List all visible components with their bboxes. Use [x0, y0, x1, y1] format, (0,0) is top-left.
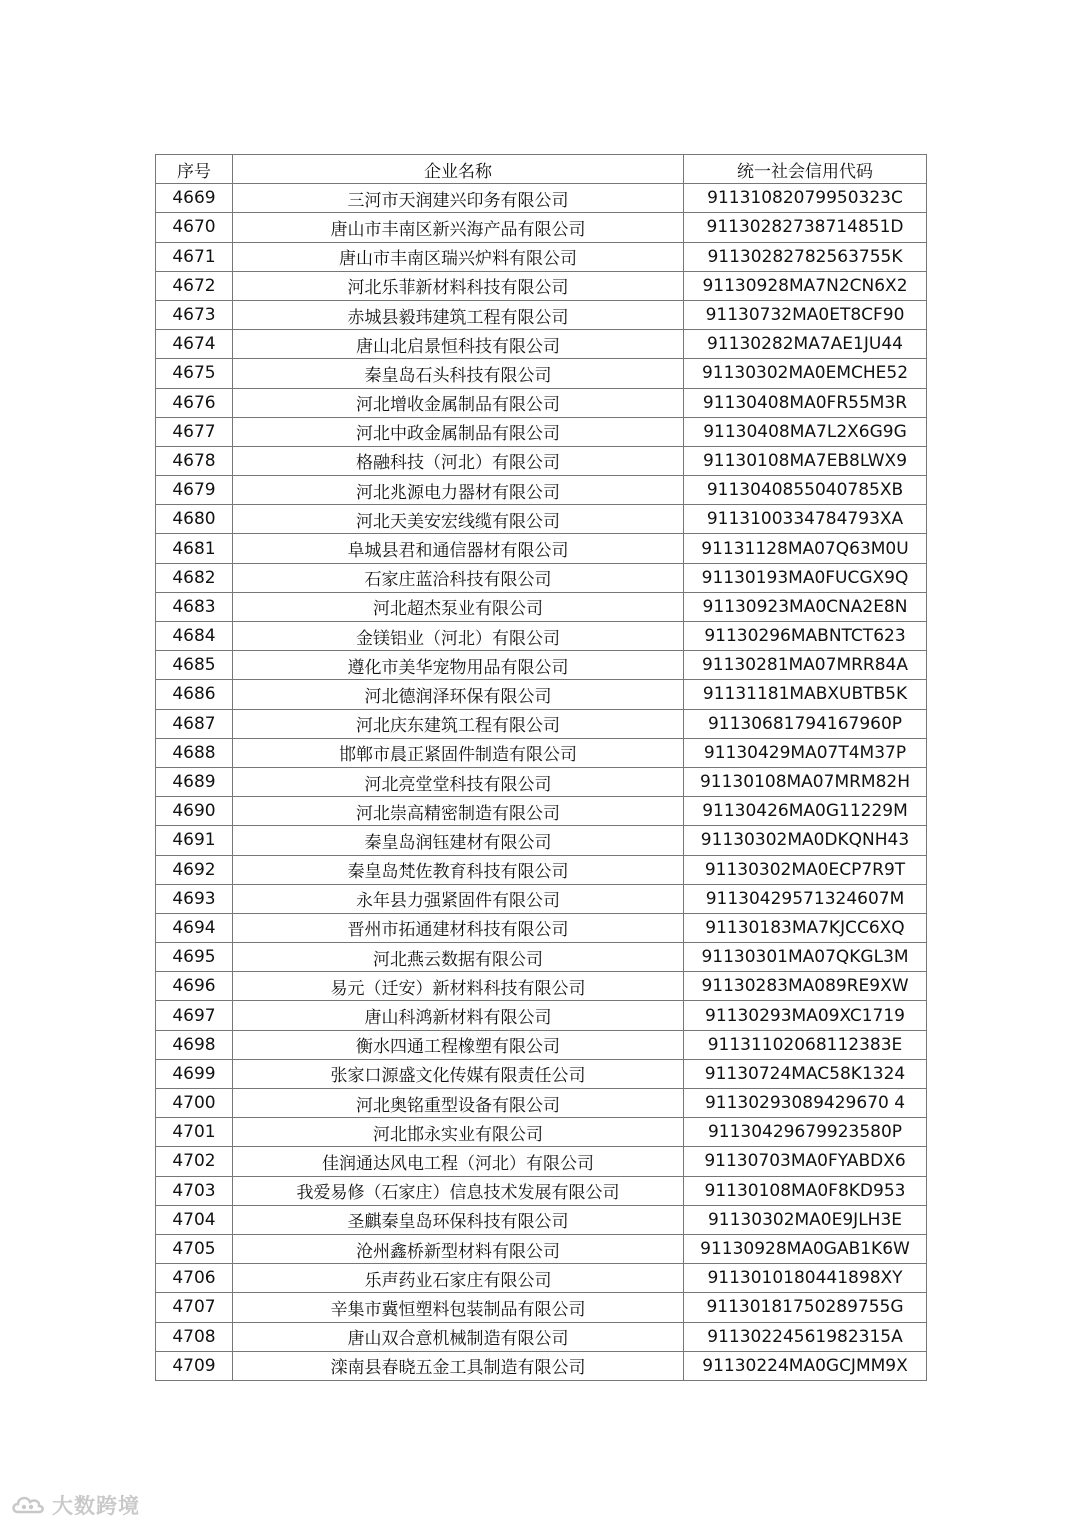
- cell-serial-number: 4669: [156, 184, 233, 213]
- cell-credit-code: 9113010180441898XY: [684, 1264, 927, 1293]
- table-row: [156, 213, 927, 242]
- cell-company-name: 金镁铝业（河北）有限公司: [233, 622, 684, 651]
- cell-credit-code: 91130408MA7L2X6G9G: [684, 417, 927, 446]
- cell-serial-number: 4693: [156, 884, 233, 913]
- table-row: [156, 651, 927, 680]
- table-row: [156, 1234, 927, 1263]
- cell-credit-code: 91131102068112383E: [684, 1030, 927, 1059]
- cell-credit-code: 91130302MA0DKQNH43: [684, 826, 927, 855]
- cell-company-name: 秦皇岛润钰建材有限公司: [233, 826, 684, 855]
- cell-credit-code: 91130296MABNTCT623: [684, 622, 927, 651]
- cell-serial-number: 4692: [156, 855, 233, 884]
- cell-credit-code: 9113040855040785XB: [684, 476, 927, 505]
- cell-serial-number: 4700: [156, 1089, 233, 1118]
- cell-serial-number: 4698: [156, 1030, 233, 1059]
- cell-company-name: 河北天美安宏线缆有限公司: [233, 505, 684, 534]
- table-row: [156, 1030, 927, 1059]
- table-row: [156, 184, 927, 213]
- cell-serial-number: 4671: [156, 242, 233, 271]
- cell-credit-code: 91130429MA07T4M37P: [684, 738, 927, 767]
- cell-serial-number: 4674: [156, 330, 233, 359]
- cell-company-name: 圣麒秦皇岛环保科技有限公司: [233, 1205, 684, 1234]
- table-row: [156, 1001, 927, 1030]
- table-body: [156, 184, 927, 1381]
- cell-company-name: 晋州市拓通建材科技有限公司: [233, 913, 684, 942]
- table-row: [156, 767, 927, 796]
- table-row: [156, 388, 927, 417]
- cell-company-name: 唐山科鸿新材料有限公司: [233, 1001, 684, 1030]
- table-row: [156, 534, 927, 563]
- cell-serial-number: 4682: [156, 563, 233, 592]
- cell-serial-number: 4673: [156, 300, 233, 329]
- cell-company-name: 河北燕云数据有限公司: [233, 943, 684, 972]
- cloud-logo-icon: [10, 1492, 46, 1518]
- enterprise-table: [155, 154, 927, 1381]
- cell-serial-number: 4708: [156, 1322, 233, 1351]
- cell-credit-code: 91130408MA0FR55M3R: [684, 388, 927, 417]
- cell-serial-number: 4707: [156, 1293, 233, 1322]
- cell-serial-number: 4677: [156, 417, 233, 446]
- header-company-name: 企业名称: [233, 155, 684, 184]
- cell-company-name: 遵化市美华宠物用品有限公司: [233, 651, 684, 680]
- table-row: [156, 1176, 927, 1205]
- table-row: [156, 359, 927, 388]
- cell-credit-code: 91130293089429670 4: [684, 1089, 927, 1118]
- cell-credit-code: 91130224MA0GCJMM9X: [684, 1351, 927, 1380]
- cell-company-name: 河北崇高精密制造有限公司: [233, 797, 684, 826]
- cell-company-name: 格融科技（河北）有限公司: [233, 446, 684, 475]
- cell-company-name: 沧州鑫桥新型材料有限公司: [233, 1234, 684, 1263]
- watermark: [10, 1490, 140, 1520]
- cell-company-name: 河北兆源电力器材有限公司: [233, 476, 684, 505]
- cell-company-name: 唐山市丰南区瑞兴炉料有限公司: [233, 242, 684, 271]
- cell-serial-number: 4683: [156, 592, 233, 621]
- cell-company-name: 衡水四通工程橡塑有限公司: [233, 1030, 684, 1059]
- cell-serial-number: 4687: [156, 709, 233, 738]
- cell-company-name: 秦皇岛石头科技有限公司: [233, 359, 684, 388]
- table-row: [156, 1089, 927, 1118]
- table-row: [156, 1322, 927, 1351]
- cell-credit-code: 91131082079950323C: [684, 184, 927, 213]
- cell-company-name: 石家庄蓝洽科技有限公司: [233, 563, 684, 592]
- cell-company-name: 河北庆东建筑工程有限公司: [233, 709, 684, 738]
- cell-serial-number: 4685: [156, 651, 233, 680]
- table-row: [156, 1351, 927, 1380]
- cell-credit-code: 91130108MA7EB8LWX9: [684, 446, 927, 475]
- cell-credit-code: 91130923MA0CNA2E8N: [684, 592, 927, 621]
- cell-serial-number: 4686: [156, 680, 233, 709]
- table-row: [156, 417, 927, 446]
- cell-serial-number: 4701: [156, 1118, 233, 1147]
- cell-serial-number: 4684: [156, 622, 233, 651]
- table-row: [156, 1264, 927, 1293]
- cell-credit-code: 91130732MA0ET8CF90: [684, 300, 927, 329]
- cell-serial-number: 4676: [156, 388, 233, 417]
- cell-serial-number: 4694: [156, 913, 233, 942]
- cell-credit-code: 91130283MA089RE9XW: [684, 972, 927, 1001]
- cell-company-name: 三河市天润建兴印务有限公司: [233, 184, 684, 213]
- cell-credit-code: 91130928MA0GAB1K6W: [684, 1234, 927, 1263]
- cell-credit-code: 91130183MA7KJCC6XQ: [684, 913, 927, 942]
- cell-company-name: 乐声药业石家庄有限公司: [233, 1264, 684, 1293]
- table-row: [156, 505, 927, 534]
- table-row: [156, 622, 927, 651]
- table-row: [156, 1059, 927, 1088]
- cell-serial-number: 4690: [156, 797, 233, 826]
- table-row: [156, 884, 927, 913]
- cell-credit-code: 91130282MA7AE1JU44: [684, 330, 927, 359]
- cell-company-name: 秦皇岛梵佐教育科技有限公司: [233, 855, 684, 884]
- table-row: [156, 242, 927, 271]
- table-row: [156, 738, 927, 767]
- table-row: [156, 797, 927, 826]
- cell-company-name: 易元（迁安）新材料科技有限公司: [233, 972, 684, 1001]
- table-row: [156, 1147, 927, 1176]
- cell-credit-code: 91130429571324607M: [684, 884, 927, 913]
- cell-company-name: 辛集市冀恒塑料包装制品有限公司: [233, 1293, 684, 1322]
- table-row: [156, 680, 927, 709]
- cell-serial-number: 4675: [156, 359, 233, 388]
- cell-serial-number: 4679: [156, 476, 233, 505]
- cell-company-name: 邯郸市晨正紧固件制造有限公司: [233, 738, 684, 767]
- cell-serial-number: 4670: [156, 213, 233, 242]
- cell-credit-code: 91130302MA0E9JLH3E: [684, 1205, 927, 1234]
- table-row: [156, 709, 927, 738]
- cell-company-name: 佳润通达风电工程（河北）有限公司: [233, 1147, 684, 1176]
- cell-serial-number: 4681: [156, 534, 233, 563]
- cell-credit-code: 91131181MABXUBTB5K: [684, 680, 927, 709]
- cell-company-name: 河北乐菲新材料科技有限公司: [233, 271, 684, 300]
- cell-credit-code: 91130681794167960P: [684, 709, 927, 738]
- cell-company-name: 唐山北启景恒科技有限公司: [233, 330, 684, 359]
- cell-credit-code: 91130426MA0G11229M: [684, 797, 927, 826]
- cell-credit-code: 91130193MA0FUCGX9Q: [684, 563, 927, 592]
- cell-credit-code: 91130703MA0FYABDX6: [684, 1147, 927, 1176]
- table-row: [156, 300, 927, 329]
- header-serial-number: 序号: [156, 155, 233, 184]
- cell-company-name: 唐山市丰南区新兴海产品有限公司: [233, 213, 684, 242]
- cell-company-name: 我爱易修（石家庄）信息技术发展有限公司: [233, 1176, 684, 1205]
- cell-serial-number: 4699: [156, 1059, 233, 1088]
- table-row: [156, 446, 927, 475]
- table-row: [156, 271, 927, 300]
- table-row: [156, 592, 927, 621]
- header-credit-code: 统一社会信用代码: [684, 155, 927, 184]
- cell-credit-code: 91130282738714851D: [684, 213, 927, 242]
- cell-serial-number: 4680: [156, 505, 233, 534]
- cell-company-name: 河北邯永实业有限公司: [233, 1118, 684, 1147]
- table-row: [156, 913, 927, 942]
- cell-serial-number: 4689: [156, 767, 233, 796]
- cell-serial-number: 4697: [156, 1001, 233, 1030]
- cell-credit-code: 91130293MA09XC1719: [684, 1001, 927, 1030]
- cell-serial-number: 4691: [156, 826, 233, 855]
- cell-serial-number: 4672: [156, 271, 233, 300]
- cell-company-name: 河北奥铭重型设备有限公司: [233, 1089, 684, 1118]
- cell-credit-code: 91130224561982315A: [684, 1322, 927, 1351]
- cell-company-name: 河北超杰泵业有限公司: [233, 592, 684, 621]
- cell-credit-code: 91130301MA07QKGL3M: [684, 943, 927, 972]
- cell-credit-code: 91130429679923580P: [684, 1118, 927, 1147]
- cell-serial-number: 4706: [156, 1264, 233, 1293]
- table-row: [156, 476, 927, 505]
- cell-company-name: 阜城县君和通信器材有限公司: [233, 534, 684, 563]
- cell-credit-code: 91130181750289755G: [684, 1293, 927, 1322]
- cell-serial-number: 4705: [156, 1234, 233, 1263]
- cell-credit-code: 91130281MA07MRR84A: [684, 651, 927, 680]
- cell-company-name: 河北增收金属制品有限公司: [233, 388, 684, 417]
- cell-serial-number: 4702: [156, 1147, 233, 1176]
- table-row: [156, 330, 927, 359]
- cell-company-name: 河北德润泽环保有限公司: [233, 680, 684, 709]
- cell-credit-code: 91130302MA0EMCHE52: [684, 359, 927, 388]
- cell-credit-code: 91130108MA0F8KD953: [684, 1176, 927, 1205]
- cell-credit-code: 91130108MA07MRM82H: [684, 767, 927, 796]
- cell-serial-number: 4703: [156, 1176, 233, 1205]
- cell-serial-number: 4688: [156, 738, 233, 767]
- cell-company-name: 滦南县春晓五金工具制造有限公司: [233, 1351, 684, 1380]
- cell-credit-code: 91130302MA0ECP7R9T: [684, 855, 927, 884]
- cell-company-name: 唐山双合意机械制造有限公司: [233, 1322, 684, 1351]
- table-row: [156, 943, 927, 972]
- table-row: [156, 972, 927, 1001]
- cell-company-name: 河北中政金属制品有限公司: [233, 417, 684, 446]
- cell-serial-number: 4709: [156, 1351, 233, 1380]
- cell-company-name: 张家口源盛文化传媒有限责任公司: [233, 1059, 684, 1088]
- table-row: [156, 855, 927, 884]
- table-header-row: [156, 155, 927, 184]
- table-row: [156, 1118, 927, 1147]
- table-row: [156, 826, 927, 855]
- cell-serial-number: 4678: [156, 446, 233, 475]
- cell-company-name: 永年县力强紧固件有限公司: [233, 884, 684, 913]
- cell-serial-number: 4704: [156, 1205, 233, 1234]
- table-row: [156, 1205, 927, 1234]
- cell-credit-code: 91131128MA07Q63M0U: [684, 534, 927, 563]
- watermark-text: 大数跨境: [52, 1494, 140, 1518]
- cell-serial-number: 4696: [156, 972, 233, 1001]
- cell-credit-code: 9113100334784793XA: [684, 505, 927, 534]
- table-row: [156, 563, 927, 592]
- cell-credit-code: 91130928MA7N2CN6X2: [684, 271, 927, 300]
- cell-credit-code: 91130282782563755K: [684, 242, 927, 271]
- cell-company-name: 赤城县毅玮建筑工程有限公司: [233, 300, 684, 329]
- cell-company-name: 河北亮堂堂科技有限公司: [233, 767, 684, 796]
- cell-serial-number: 4695: [156, 943, 233, 972]
- table-row: [156, 1293, 927, 1322]
- cell-credit-code: 91130724MAC58K1324: [684, 1059, 927, 1088]
